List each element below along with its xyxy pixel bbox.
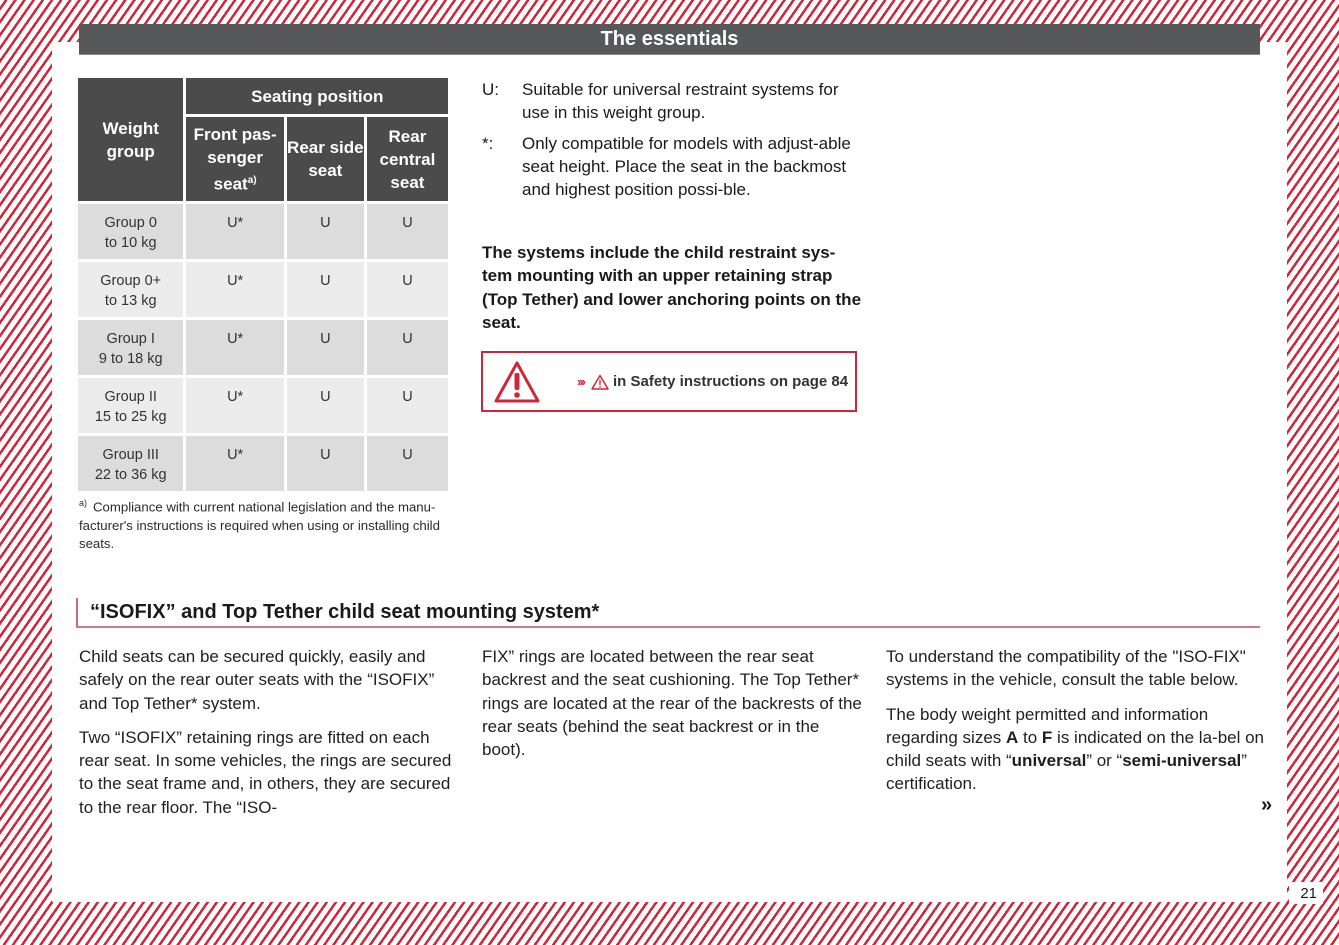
header-seating-position: Seating position (186, 78, 448, 114)
legend-text: Suitable for universal restraint systems for use in this weight group. (522, 80, 839, 122)
reference-arrows-icon: ››› (577, 374, 584, 389)
paragraph: To understand the compatibility of the "ISO-FIX" systems in the vehicle, consult the table below. (886, 647, 1246, 690)
rear-central-cell: U (367, 204, 448, 259)
header-rear-side: Rear side seat (287, 117, 364, 201)
table-footnote: $^{a)}$ Compliance with current national legislation and the manu-facturer's instructions is required when using or installing child seats. (79, 498, 440, 552)
footnote-marker: a) (79, 498, 88, 508)
weight-group-cell: Group I 9 to 18 kg (78, 320, 183, 375)
small-warning-icon (591, 374, 609, 390)
weight-group-cell: Group 0 to 10 kg (78, 204, 183, 259)
rear-central-cell: U (367, 378, 448, 433)
chapter-header (79, 24, 1260, 55)
rear-central-cell: U (367, 436, 448, 491)
footnote-ref: a) (247, 174, 257, 186)
front-cell: U* (186, 204, 283, 259)
paragraph: FIX” rings are located between the rear seat backrest and the seat cushioning. The Top Tether* rings are located at the rear of the backrests of the rear seats (behind the seat backrest or in the boot). (482, 647, 862, 760)
rear-side-cell: U (287, 262, 364, 317)
table-legend (482, 78, 862, 209)
warning-box (481, 351, 857, 412)
header-rear-central: Rear central seat (367, 117, 448, 201)
table-row (78, 320, 448, 375)
chapter-title: The essentials (600, 28, 739, 50)
child-seat-table (75, 75, 451, 494)
weight-group-cell: Group 0+ to 13 kg (78, 262, 183, 317)
header-front-passenger: Front pas- senger seat$^{a)}$ (186, 117, 283, 201)
page-number: 21 (1289, 882, 1323, 904)
legend-item (482, 132, 862, 201)
rear-side-cell: U (287, 436, 364, 491)
rear-side-cell: U (287, 204, 364, 259)
rear-side-cell: U (287, 320, 364, 375)
weight-group-cell: Group III 22 to 36 kg (78, 436, 183, 491)
legend-key: *: (482, 134, 494, 153)
paragraph: The body weight permitted and information regarding sizes A to F is indicated on the la-bel on child seats with “universal” or “semi-universal” certification. (886, 704, 1265, 794)
rear-central-cell: U (367, 262, 448, 317)
continued-arrow-icon: » (1261, 794, 1273, 816)
legend-item (482, 78, 862, 124)
rear-side-cell: U (287, 378, 364, 433)
systems-note: The systems include the child restraint sys-tem mounting with an upper retaining strap (Top Tether) and lower anchoring points on the seat. (482, 243, 862, 332)
warning-triangle-icon (493, 360, 541, 404)
front-cell: U* (186, 436, 283, 491)
legend-key: U: (482, 80, 499, 99)
text-column-1 (79, 645, 464, 830)
legend-text: Only compatible for models with adjust-able seat height. Place the seat in the backmost and highest position possi-ble. (522, 134, 851, 199)
table-row (78, 262, 448, 317)
section-heading: “ISOFIX” and Top Tether child seat mounting system* (76, 598, 1260, 628)
paragraph: Child seats can be secured quickly, easily and safely on the rear outer seats with the “ISOFIX” and Top Tether* system. (79, 647, 435, 713)
header-weight-group: Weight group (78, 78, 183, 201)
front-cell: U* (186, 378, 283, 433)
text-column-3 (886, 645, 1271, 807)
safety-instructions-link[interactable]: ››› in Safety instructions on page 84 (577, 373, 849, 390)
front-cell: U* (186, 262, 283, 317)
text-column-2 (482, 645, 867, 772)
paragraph: Two “ISOFIX” retaining rings are fitted on each rear seat. In some vehicles, the rings are secured to the seat frame and, in others, they are secured to the rear floor. The “ISO- (79, 727, 452, 817)
rear-central-cell: U (367, 320, 448, 375)
weight-group-cell: Group II 15 to 25 kg (78, 378, 183, 433)
table-row (78, 204, 448, 259)
front-cell: U* (186, 320, 283, 375)
table-row (78, 378, 448, 433)
table-row (78, 436, 448, 491)
